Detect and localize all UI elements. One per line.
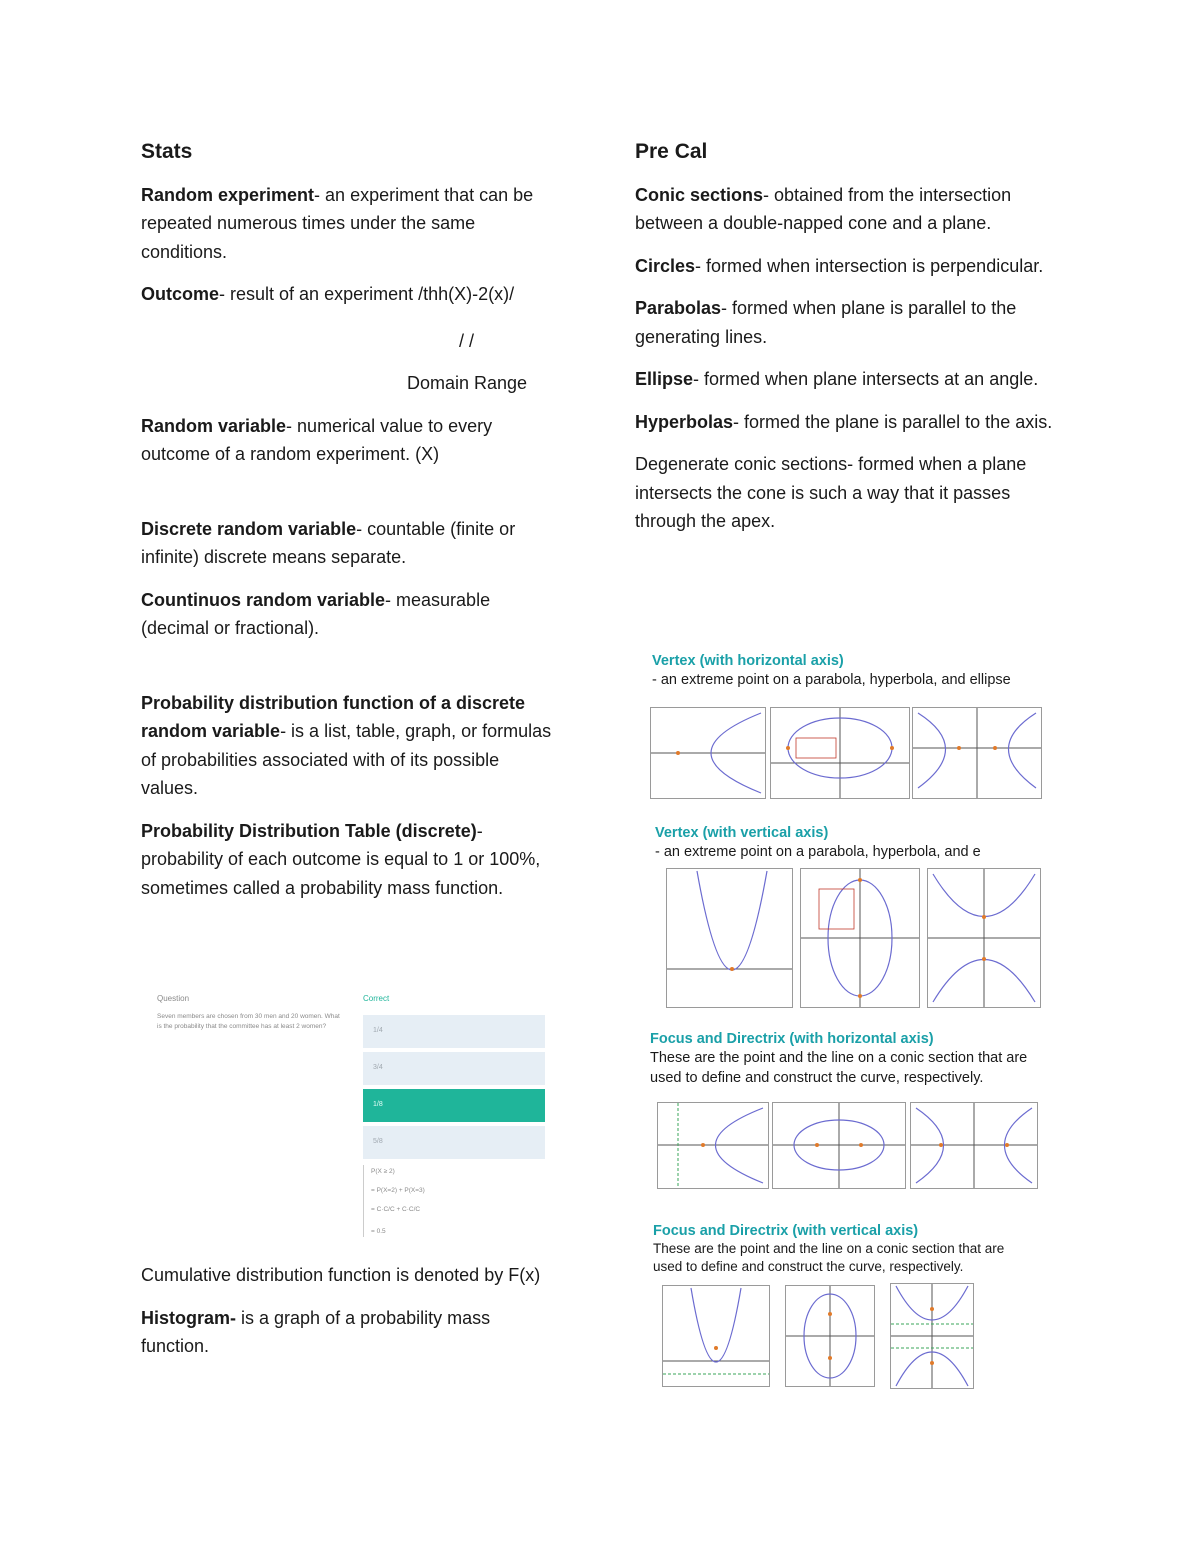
quiz-option[interactable]: 5/8 <box>363 1126 545 1159</box>
fig2-text: - an extreme point on a parabola, hyperbola, and e <box>655 844 981 860</box>
fig1-caption <box>652 652 1012 690</box>
stats-column <box>141 138 561 916</box>
quiz-work-line: = C·C/C + C·C/C <box>371 1206 421 1213</box>
domain-range-label: Domain Range <box>407 373 528 393</box>
fig3-ellipse-panel <box>772 1102 906 1189</box>
fig3-caption <box>650 1030 1030 1098</box>
fig1-text: - an extreme point on a parabola, hyperbola, and ellipse <box>652 672 1011 688</box>
quiz-work-rule <box>363 1165 364 1237</box>
quiz-work-line: = 0.5 <box>371 1228 386 1235</box>
fig2-ellipse-panel <box>800 868 920 1008</box>
quiz-work-line: P(X ≥ 2) <box>371 1168 395 1175</box>
precal-heading: Pre Cal <box>635 140 708 163</box>
quiz-question-text: Seven members are chosen from 30 men and 20 women. What is the probability that the committee has at least 2 women? <box>157 1013 340 1030</box>
quiz-work-line: = P(X=2) + P(X=3) <box>371 1187 425 1194</box>
hyperbolas-def: Hyperbolas- formed the plane is parallel to the axis. <box>635 411 1053 432</box>
fig2-hyperbola-panel <box>927 868 1041 1008</box>
fig2-caption <box>655 824 1025 862</box>
stats-heading: Stats <box>141 140 193 163</box>
fig4-hyperbola-panel <box>890 1283 974 1389</box>
fig1-parabola-panel <box>650 707 766 799</box>
degenerate-def: Degenerate conic sections- formed when a plane intersects the cone is such a way that it passes through the apex. <box>635 454 1027 531</box>
ellipse-def: Ellipse- formed when plane intersects at an angle. <box>635 369 1039 389</box>
histogram-def: Histogram- is a graph of a probability mass function. <box>141 1307 491 1356</box>
fig3-text: These are the point and the line on a conic section that are used to define and construct the curve, respectively. <box>650 1050 1028 1086</box>
quiz-option-selected[interactable]: 1/8 <box>363 1089 545 1122</box>
fig1-ellipse-panel <box>770 707 910 799</box>
discrete-rv-def: Discrete random variable- countable (finite or infinite) discrete means separate. <box>141 518 516 567</box>
quiz-correct-label: Correct <box>363 994 390 1003</box>
fig1-hyperbola-panel <box>912 707 1042 799</box>
fig2-title: Vertex (with vertical axis) <box>655 825 829 841</box>
fig4-ellipse-panel <box>785 1285 875 1387</box>
fig4-parabola-panel <box>662 1285 770 1387</box>
quiz-option[interactable]: 1/4 <box>363 1015 545 1048</box>
quiz-question-label: Question <box>157 994 190 1003</box>
circles-def: Circles- formed when intersection is perpendicular. <box>635 255 1044 276</box>
conic-def: Conic sections- obtained from the intersection between a double-napped cone and a plane. <box>635 184 1012 233</box>
continuous-rv-def: Countinuos random variable- measurable (decimal or fractional). <box>141 589 491 638</box>
fig3-parabola-panel <box>657 1102 769 1189</box>
fig3-hyperbola-panel <box>910 1102 1038 1189</box>
parabolas-def: Parabolas- formed when plane is parallel to the generating lines. <box>635 298 1017 347</box>
stats-column-bottom <box>141 1261 561 1375</box>
fig4-text: These are the point and the line on a conic section that are used to define and construct the curve, respectively. <box>653 1241 1005 1274</box>
pdt-def: Probability Distribution Table (discrete)- probability of each outcome is equal to 1 or 100%, sometimes called a probability mass function. <box>141 820 541 898</box>
quiz-option[interactable]: 3/4 <box>363 1052 545 1085</box>
fig2-parabola-panel <box>666 868 793 1008</box>
fig4-title: Focus and Directrix (with vertical axis) <box>653 1223 919 1239</box>
fig3-title: Focus and Directrix (with horizontal axis) <box>650 1031 934 1047</box>
fig4-caption <box>653 1222 1013 1284</box>
cdf-def: Cumulative distribution function is denoted by F(x) <box>141 1265 541 1285</box>
random-experiment-def: Random experiment- an experiment that can be repeated numerous times under the same conditions. <box>141 184 534 262</box>
slashes-line: / / <box>459 330 475 351</box>
random-variable-def: Random variable- numerical value to every outcome of a random experiment. (X) <box>141 415 493 464</box>
outcome-def: Outcome- result of an experiment /thh(X)-2(x)/ <box>141 284 515 304</box>
fig1-title: Vertex (with horizontal axis) <box>652 653 844 669</box>
precal-column <box>635 138 1065 550</box>
pdf-def: Probability distribution function of a discrete random variable- is a list, table, graph, or formulas of probabilities associated with of its possible values. <box>141 692 552 798</box>
